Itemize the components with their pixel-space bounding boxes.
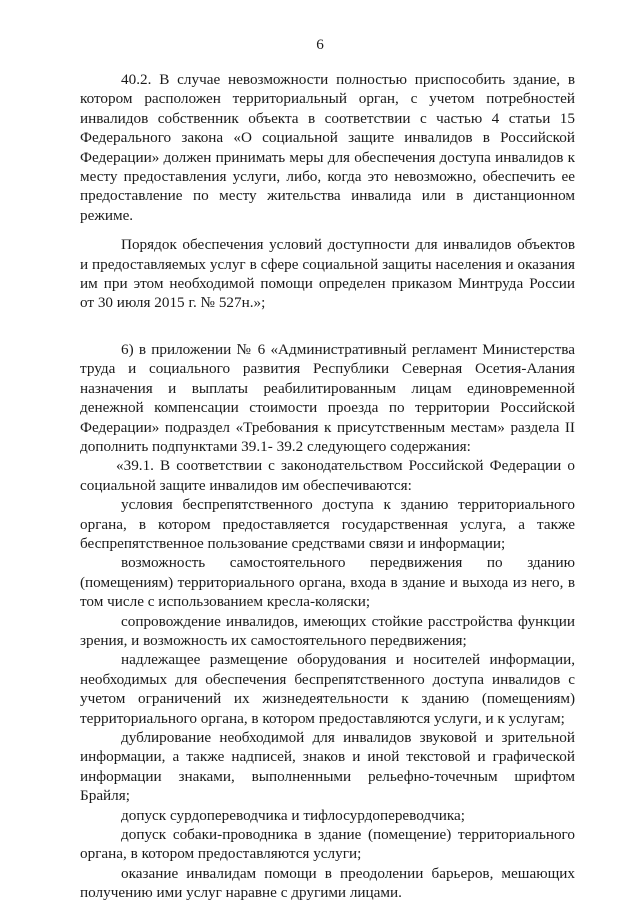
page-number: 6 [316,36,324,53]
list-item-duplication: дублирование необходимой для инвалидов звуковой и зрительной информации, а также надписей, знаков и иной текстовой и графической информации знаками, выполненными рельефно-точечным шрифтом Брайля; [80,729,575,805]
document-body [80,70,575,903]
list-item-escort: сопровождение инвалидов, имеющих стойкие расстройства функции зрения, и возможность их самостоятельного передвижения; [80,612,575,649]
list-item-access-conditions: условия беспрепятственного доступа к зданию территориального органа, в котором предоставляется государственная услуга, а также беспрепятственное пользование средствами связи и информации; [80,496,575,552]
list-item-sign-interpreter: допуск сурдопереводчика и тифлосурдопереводчика; [121,806,465,824]
paragraph-procedure-order: Порядок обеспечения условий доступности для инвалидов объектов и предоставляемых услуг в сфере социальной защиты населения и оказания им при этом необходимой помощи определен приказом Минтруда России от 30 июля 2015 г. № 527н.»; [80,236,575,312]
paragraph-appendix-6: 6) в приложении № 6 «Административный регламент Министерства труда и социального развития Республики Северная Осетия-Алания назначения и выплаты реабилитированным лицам единовременной денежной компенсации стоимости проезда по территории Российской Федерации» подраздел «Требования к присутственным местам» раздела II дополнить подпунктами 39.1- 39.2 следующего содержания: [80,340,575,455]
list-item-movement: возможность самостоятельного передвижения по зданию (помещениям) территориального органа, входа в здание и выхода из него, в том числе с использованием кресла-коляски; [80,554,575,611]
paragraph-40-2: 40.2. В случае невозможности полностью приспособить здание, в котором расположен территориальный орган, с учетом потребностей инвалидов собственник объекта в соответствии с частью 4 статьи 15 Федерального закона «О социальной защите инвалидов в Российской Федерации» должен принимать меры для обеспечения доступа инвалидов к месту предоставления услуги, либо, когда это невозможно, обеспечить ее предоставление по месту жительства инвалида или в дистанционном режиме. [80,71,575,224]
list-item-assistance: оказание инвалидам помощи в преодолении барьеров, мешающих получению ими услуг наравне с другими лицами. [80,864,575,902]
list-item-equipment-placement: надлежащее размещение оборудования и носителей информации, необходимых для обеспечения беспрепятственного доступа инвалидов с учетом ограничений их жизнедеятельности к зданию (помещениям) территориального органа, в котором предоставляются услуги, и к услугам; [80,651,575,727]
list-item-guide-dog: допуск собаки-проводника в здание (помещение) территориального органа, в котором предоставляются услуги; [80,826,575,863]
paragraph-39-1: «39.1. В соответствии с законодательством Российской Федерации о социальной защите инвалидов им обеспечиваются: [80,457,575,494]
